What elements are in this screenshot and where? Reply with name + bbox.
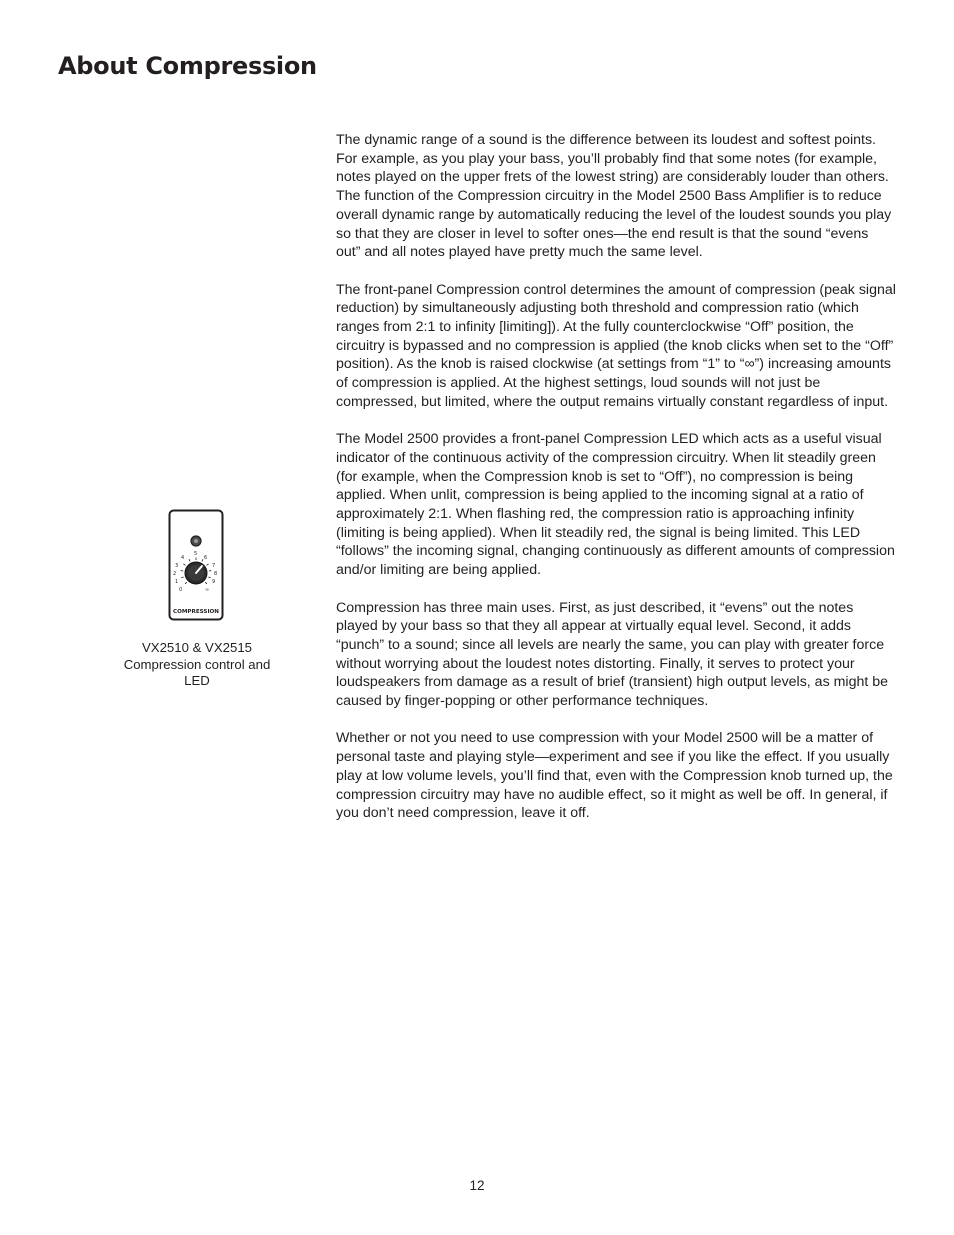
page-number: 12	[469, 1178, 485, 1193]
scale-label-2: 2	[173, 571, 177, 577]
scale-label-1: 1	[175, 579, 179, 585]
scale-label-0: 0	[179, 587, 183, 593]
body-text	[336, 131, 896, 842]
scale-label-7: 7	[212, 563, 216, 569]
scale-label-3: 3	[175, 563, 179, 569]
scale-label-8: 8	[214, 571, 218, 577]
scale-label-infinity: ∞	[205, 587, 210, 593]
caption-line-2: Compression control and	[123, 656, 271, 672]
compression-control-figure	[168, 509, 224, 621]
scale-label-9: 9	[212, 579, 216, 585]
paragraph-main-uses: Compression has three main uses. First, as just described, it “evens” out the notes played by your bass so that they all appear at virtually equal level. Second, it adds “punch” to a sound; since all levels are nearly the same, you can play with greater force without worrying about the loudest notes distorting. Finally, it serves to protect your loudspeakers from damage as a result of brief (transient) high output levels, as might be caused by finger-popping or other performance techniques.	[336, 599, 889, 710]
caption-line-3: LED	[184, 673, 210, 689]
caption-line-1: VX2510 & VX2515	[142, 640, 252, 655]
paragraph-compression-led: The Model 2500 provides a front-panel Compression LED which acts as a useful visual indicator of the continuous activity of the compression circuitry. When lit steadily green (for example, when the Compression knob is set to “Off”), no compression is being applied. When unlit, compression is being applied to the incoming signal at a ratio of approximately 2:1. When flashing red, the compression ratio is approaching infinity (limiting is being applied). When lit steadily red, the signal is being limited. This LED “follows” the incoming signal, changing continuously as different amounts of compression and/or limiting are being applied.	[336, 431, 895, 579]
scale-label-4: 4	[181, 555, 185, 561]
paragraph-compression-control: The front-panel Compression control determines the amount of compression (peak signal reduction) by simultaneously adjusting both threshold and compression ratio (which ranges from 2:1 to infinity [limiting]). At the fully counterclockwise “Off” position, the circuitry is bypassed and no compression is applied (the knob clicks when set to the “Off” position). As the knob is raised clockwise (at settings from “1” to “∞”) increasing amounts of compression is applied. At the highest settings, loud sounds will not just be compressed, but limited, where the output remains virtually constant regardless of input.	[336, 281, 896, 410]
figure-caption	[117, 640, 277, 690]
scale-label-5: 5	[194, 551, 198, 557]
paragraph-dynamic-range: The dynamic range of a sound is the difference between its loudest and softest points. For example, as you play your bass, you’ll probably find that some notes (for example, notes played on the upper frets of the lowest string) are considerably louder than others. The function of the Compression circuitry in the Model 2500 Bass Amplifier is to reduce overall dynamic range by automatically reducing the level of the loudest sounds you play so that they are closer in level to softer ones—the end result is that the sound “evens out” and all notes played have pretty much the same level.	[336, 132, 892, 261]
led-highlight	[194, 539, 198, 543]
scale-label-6: 6	[204, 555, 208, 561]
panel-label: COMPRESSION	[173, 609, 219, 615]
page-title: About Compression	[58, 52, 317, 80]
paragraph-when-to-use: Whether or not you need to use compression with your Model 2500 will be a matter of personal taste and playing style—experiment and see if you like the effect. If you usually play at low volume levels, you’ll find that, even with the Compression knob turned up, the compression circuitry may have no audible effect, so it might as well be off. In general, if you don’t need compression, leave it off.	[336, 730, 893, 822]
compression-panel-illustration	[168, 509, 224, 621]
